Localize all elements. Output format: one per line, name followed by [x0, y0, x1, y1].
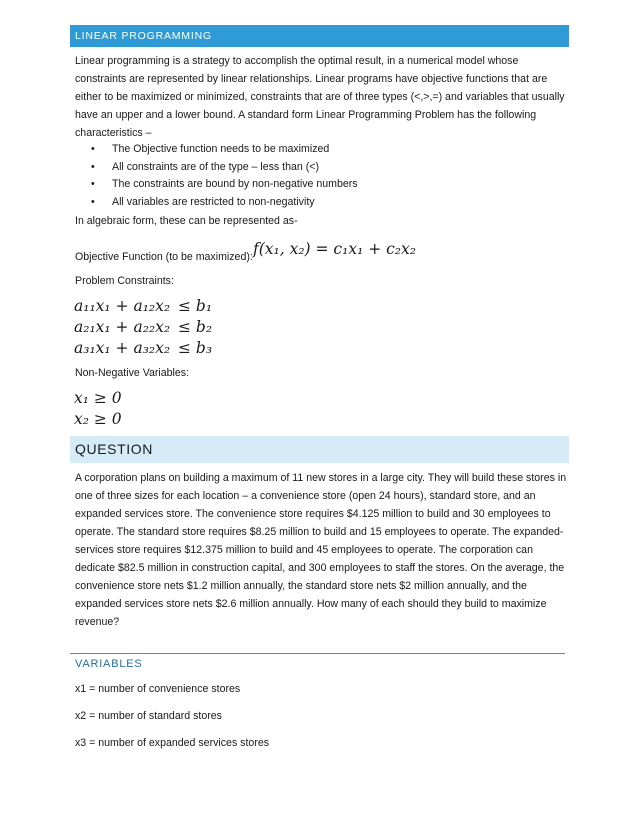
non-negative-variables-label: Non-Negative Variables: [75, 367, 190, 379]
bullet-icon: • [91, 195, 95, 208]
section-heading-variables: VARIABLES [75, 658, 143, 670]
objective-function-formula: f(x₁, x₂) = c₁x₁ + c₂x₂ [253, 240, 416, 258]
question-paragraph: A corporation plans on building a maximum of 11 new stores in a large city. They will build these stores in one of three sizes for each location – a convenience store (open 24 hours), standard store, and an expanded services store. The convenience store requires $4.125 million to build and 30 employees to operate. The standard store requires $8.25 million to build and 15 employees to operate. The expanded-services store requires $12.375 million to build and 45 employees to operate. The corporation can dedicate $82.5 million in construction capital, and 300 employees to staff the stores. On the average, the convenience store nets $1.2 million annually, the standard store nets $2 million annually, and the expanded services store nets $2.6 million annually. How many of each should they build to maximize revenue? [75, 472, 567, 628]
constraint-row [74, 296, 212, 317]
list-item-text: The Objective function needs to be maximized [112, 143, 330, 155]
non-negative-row: x₂ ≥ 0 [74, 410, 122, 428]
constraint-lhs: a₃₁x₁ + a₃₂x₂ [74, 339, 171, 357]
intro-paragraph: Linear programming is a strategy to accomplish the optimal result, in a numerical model whose constraints are represented by linear relationships. Linear programs have objective functions that are either to be maximized or minimized, constraints that are of three types (<,>,=) and variables that usually have an upper and a lower bound. A standard form Linear Programming Problem has the following characteristics – [75, 55, 565, 139]
list-item [70, 194, 569, 212]
variable-definition: x1 = number of convenience stores [75, 683, 241, 695]
constraints-block [74, 296, 212, 359]
constraint-rhs: ≤ b₃ [178, 339, 213, 357]
section-heading-question: QUESTION [70, 436, 569, 463]
constraint-lhs: a₂₁x₁ + a₂₂x₂ [74, 318, 171, 336]
list-item [70, 141, 569, 159]
variable-definition: x2 = number of standard stores [75, 710, 222, 722]
objective-function-row [70, 238, 569, 264]
section-heading-linear-programming: LINEAR PROGRAMMING [70, 25, 569, 47]
constraint-row [74, 317, 212, 338]
constraint-row [74, 338, 212, 359]
list-item [70, 176, 569, 194]
bullet-icon: • [91, 178, 95, 190]
non-negative-block [74, 388, 122, 430]
constraint-rhs: ≤ b₁ [178, 297, 213, 315]
section-divider [70, 653, 565, 654]
list-item-text: All constraints are of the type – less than (<) [112, 160, 319, 173]
variable-definition: x3 = number of expanded services stores [75, 737, 270, 749]
bullet-icon: • [91, 143, 95, 155]
list-item [70, 159, 569, 177]
constraint-lhs: a₁₁x₁ + a₁₂x₂ [74, 297, 171, 315]
non-negative-row: x₁ ≥ 0 [74, 389, 122, 407]
algebraic-form-intro: In algebraic form, these can be represented as- [75, 215, 298, 227]
problem-constraints-label: Problem Constraints: [75, 275, 174, 287]
list-item-text: The constraints are bound by non-negative numbers [112, 178, 358, 190]
list-item-text: All variables are restricted to non-negativity [112, 195, 315, 208]
constraint-rhs: ≤ b₂ [178, 318, 213, 336]
objective-function-label: Objective Function (to be maximized): [75, 251, 253, 263]
characteristics-list [70, 141, 569, 211]
bullet-icon: • [91, 160, 95, 173]
